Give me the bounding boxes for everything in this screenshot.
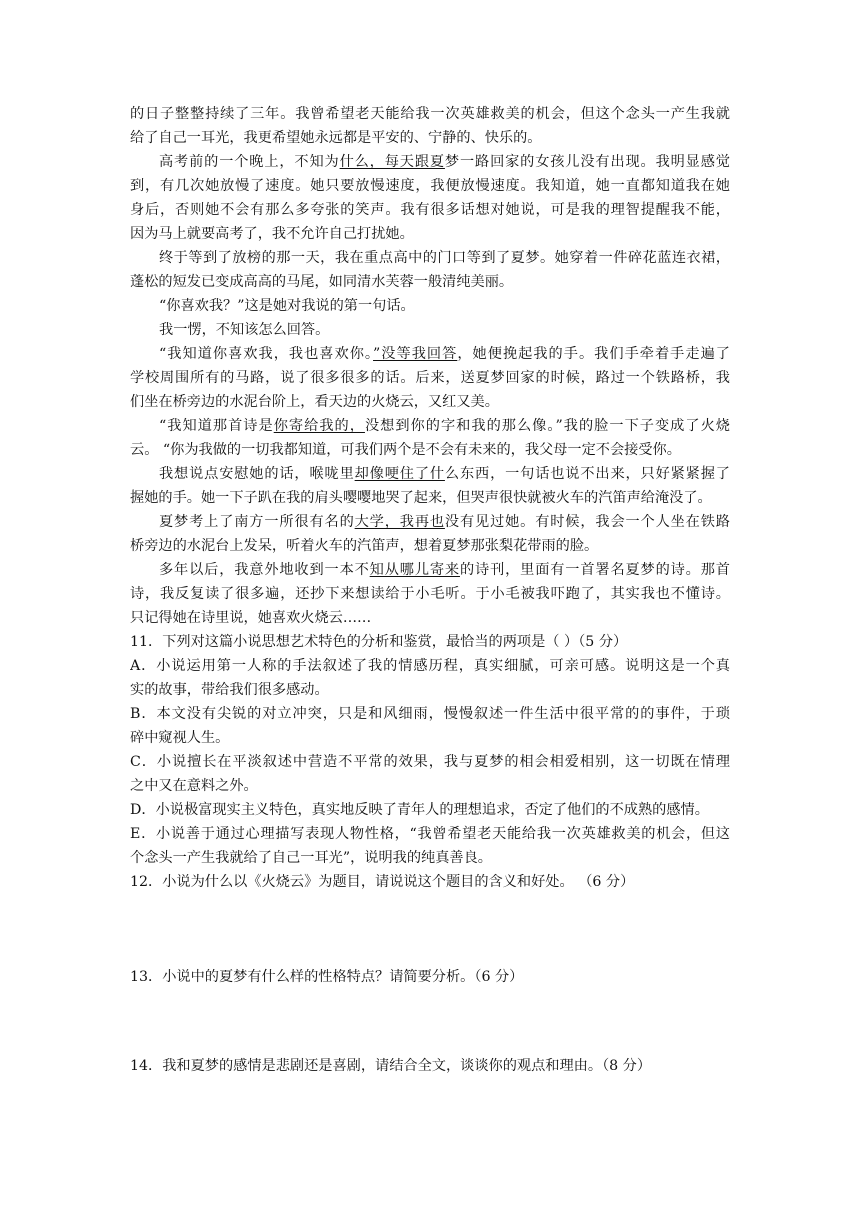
option-line: C．小说擅长在平淡叙述中营造不平常的效果，我与夏梦的相会相爱相别，这一切既在情理: [130, 754, 730, 770]
text-run: 到，有几次她放慢了速度。她只要放慢速度，我便放慢速度。我知道，她一直都知道我在她: [130, 178, 730, 194]
text-run: 多年以后，我意外地收到一本不: [159, 562, 370, 578]
question-11-options: [130, 654, 730, 870]
option-line: 个念头一产生我就给了自己一耳光”，说明我的纯真善良。: [130, 850, 492, 866]
text-run: 学校周围所有的马路，说了很多很多的话。后来，送夏梦回家的时候，路过一个铁路桥，我: [130, 370, 730, 386]
text-run: ，她便挽起我的手。我们手牵着手走遍了: [457, 346, 730, 362]
underlined-phrase: 大学，我再也: [354, 514, 445, 530]
text-line: [130, 294, 730, 318]
text-line: [130, 390, 730, 414]
text-run: 们坐在桥旁边的水泥台阶上，看天边的火烧云，又红又美。: [130, 394, 499, 410]
story-paragraph: [130, 510, 730, 558]
underlined-phrase: ”没等我回答: [373, 346, 458, 362]
underlined-phrase: 知从哪儿寄来: [369, 562, 460, 578]
story-paragraph: [130, 318, 730, 342]
story-paragraph: [130, 294, 730, 318]
text-run: 么东西，一句话也说不出来，只好紧紧握了: [444, 466, 730, 482]
text-run: 桥旁边的水泥台上发呆，听着火车的汽笛声，想着夏梦那张梨花带雨的脸。: [130, 538, 599, 554]
text-line: [130, 582, 730, 606]
text-run: 高考前的一个晚上，不知为: [159, 154, 340, 170]
option-line: 之中又在意料之外。: [130, 778, 258, 794]
answer-option: [130, 798, 730, 822]
text-run: 因为马上就要高考了，我不允许自己打扰她。: [130, 226, 414, 242]
option-line: A．小说运用第一人称的手法叙述了我的情感历程，真实细腻，可亲可感。说明这是一个真: [130, 658, 730, 674]
text-line: [130, 534, 730, 558]
text-run: 的诗刊，里面有一首署名夏梦的诗。那首: [459, 562, 730, 578]
text-run: 没想到你的字和我的那么像。”我的脸一下子变成了火烧: [364, 418, 730, 434]
text-run: 夏梦考上了南方一所很有名的: [159, 514, 355, 530]
text-run: 云。 “你为我做的一切我都知道，可我们两个是不会有未来的，我父母一定不会接受你。: [130, 442, 681, 458]
text-run: 的日子整整持续了三年。我曾希望老天能给我一次英雄救美的机会，但这个念头一产生我就: [130, 106, 730, 122]
story-paragraph: [130, 150, 730, 246]
story-paragraph: [130, 342, 730, 414]
text-run: “我知道你喜欢我，我也喜欢你。: [159, 346, 374, 362]
text-line: [130, 246, 730, 270]
option-line: E．小说善于通过心理描写表现人物性格，“我曾希望老天能给我一次英雄救美的机会，但这: [130, 826, 730, 842]
option-line: B．本文没有尖锐的对立冲突，只是和风细雨，慢慢叙述一件生活中很平常的的事件，于琐: [130, 706, 730, 722]
text-line: [130, 510, 730, 534]
text-line: [130, 606, 730, 630]
text-line: [130, 414, 730, 438]
exam-page: [130, 102, 730, 1078]
text-run: 我想说点安慰她的话，喉咙里: [159, 466, 355, 482]
text-run: 只记得她在诗里说，她喜欢火烧云……: [130, 610, 372, 626]
question-11-stem: 11．下列对这篇小说思想艺术特色的分析和鉴赏，最恰当的两项是（ ）（5 分）: [130, 634, 628, 650]
text-run: 梦一路回家的女孩儿没有出现。我明显感觉: [444, 154, 730, 170]
text-line: [130, 366, 730, 390]
text-run: “你喜欢我？”这是她对我说的第一句话。: [159, 298, 415, 314]
text-line: [130, 318, 730, 342]
text-line: [130, 486, 730, 510]
text-run: 终于等到了放榜的那一天，我在重点高中的门口等到了夏梦。她穿着一件碎花蓝连衣裙，: [159, 250, 730, 266]
story-paragraph: [130, 246, 730, 294]
text-run: 握她的手。她一下子趴在我的肩头嘤嘤地哭了起来，但哭声很快就被火车的汽笛声给淹没了。: [130, 490, 712, 506]
text-line: [130, 126, 730, 150]
question-12: 12．小说为什么以《火烧云》为题目，请说说这个题目的含义和好处。 （6 分）: [130, 874, 635, 890]
story-paragraph: [130, 558, 730, 630]
underlined-phrase: 却像哽住了什: [354, 466, 445, 482]
story-passage: [130, 102, 730, 630]
underlined-phrase: 你寄给我的，: [273, 418, 365, 434]
text-line: [130, 462, 730, 486]
question-14: 14．我和夏梦的感情是悲剧还是喜剧，请结合全文，谈谈你的观点和理由。（8 分）: [130, 1058, 652, 1074]
option-line: D．小说极富现实主义特色，真实地反映了青年人的理想追求，否定了他们的不成熟的感情。: [130, 802, 709, 818]
text-line: [130, 438, 730, 462]
text-run: 身后，否则她不会有那么多夸张的笑声。我有很多话想对她说，可是我的理智提醒我不能，: [130, 202, 730, 218]
text-line: [130, 222, 730, 246]
answer-option: [130, 702, 730, 750]
text-line: [130, 102, 730, 126]
question-13: 13．小说中的夏梦有什么样的性格特点？请简要分析。（6 分）: [130, 969, 524, 985]
story-paragraph: [130, 102, 730, 150]
text-line: [130, 198, 730, 222]
answer-option: [130, 654, 730, 702]
answer-space-13: [130, 989, 730, 1054]
answer-option: [130, 822, 730, 870]
text-line: [130, 342, 730, 366]
option-line: 碎中窥视人生。: [130, 730, 230, 746]
text-run: 给了自己一耳光，我更希望她永远都是平安的、宁静的、快乐的。: [130, 130, 542, 146]
underlined-phrase: 什么，每天跟夏: [339, 154, 445, 170]
text-line: [130, 558, 730, 582]
answer-option: [130, 750, 730, 798]
text-run: “我知道那首诗是: [159, 418, 274, 434]
text-line: [130, 174, 730, 198]
text-line: [130, 150, 730, 174]
story-paragraph: [130, 462, 730, 510]
text-run: 蓬松的短发已变成高高的马尾，如同清水芙蓉一般清纯美丽。: [130, 274, 514, 290]
text-run: 没有见过她。有时候，我会一个人坐在铁路: [444, 514, 730, 530]
option-line: 实的故事，带给我们很多感动。: [130, 682, 329, 698]
answer-space-12: [130, 894, 730, 965]
story-paragraph: [130, 414, 730, 462]
text-line: [130, 270, 730, 294]
text-run: 诗，我反复读了很多遍，还抄下来想读给于小毛听。于小毛被我吓跑了，其实我也不懂诗。: [130, 586, 730, 602]
question-11: [130, 630, 730, 870]
text-run: 我一愣，不知该怎么回答。: [159, 322, 330, 338]
